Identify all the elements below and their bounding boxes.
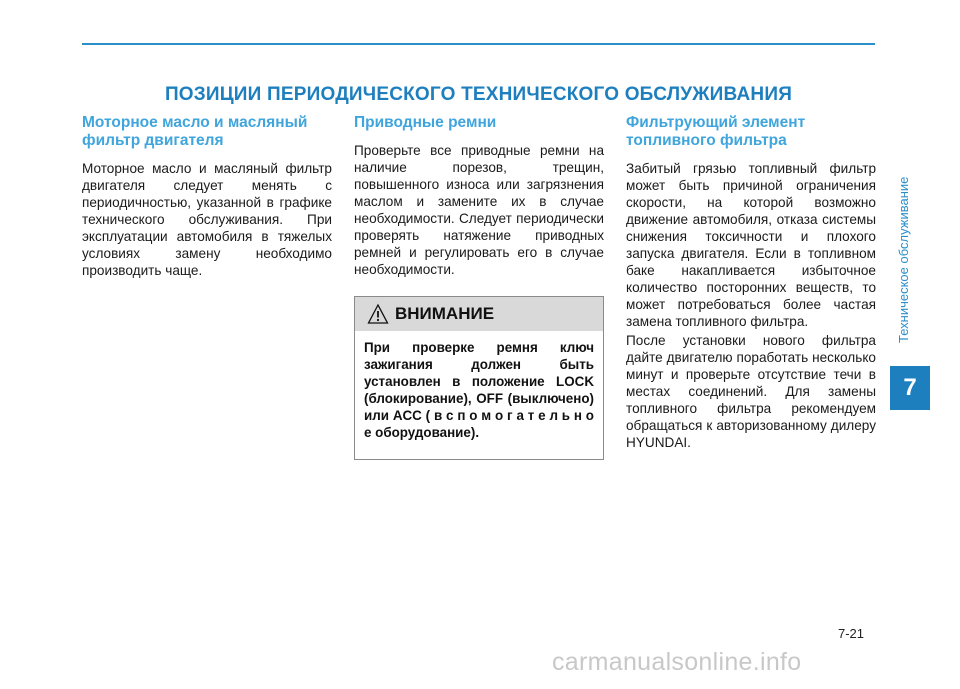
fuel-filter-text-2: После установки нового фильтра дайте двигателю поработать несколько минут и проверьте отсутствие течи в местах соединений. Для замены топливного фильтра рекомендуем обращаться к авторизованному дилеру HYUNDAI. (626, 333, 876, 450)
chapter-side-title: Техническое обслуживание (896, 176, 911, 344)
column-engine-oil (82, 114, 332, 281)
page-number: 7-21 (838, 626, 865, 641)
warning-triangle-icon (367, 303, 389, 325)
engine-oil-text: Моторное масло и масляный фильтр двигателя следует менять с периодичностью, указанной в графике технического обслуживания. При эксплуатации автомобиля в тяжелых условиях замену необходимо производить чаще. (82, 161, 332, 278)
column-drive-belts (354, 114, 604, 280)
fuel-filter-heading: Фильтрующий элемент топливного фильтра (626, 114, 806, 149)
drive-belts-text: Проверьте все приводные ремни на наличие порезов, трещин, повышенного износа или загрязнения маслом и замените их в случае необходимости. Следует периодически проверять натяжение приводных ремней и регулировать его в случае необходимости. (354, 143, 604, 277)
fuel-filter-text-1: Забитый грязью топливный фильтр может быть причиной ограничения скорости, на которой возможно движение автомобиля, отказа системы снижения токсичности и плохого запуска двигателя. Если в топливном баке накапливается избыточное количество посторонних веществ, то может потребоваться более частая замена топливного фильтра. (626, 161, 876, 329)
top-rule (82, 43, 875, 45)
chapter-tab: 7 (890, 366, 930, 410)
engine-oil-heading: Моторное масло и масляный фильтр двигателя (82, 114, 308, 149)
warning-text: При проверке ремня ключ зажигания должен быть установлен в положение LOCK (блокирование), OFF (выключено) или ACC ( в с п о м о г а т е л ь н о е оборудование). (364, 340, 594, 440)
watermark: carmanualsonline.info (552, 648, 802, 676)
warning-header (355, 297, 603, 331)
page-title: ПОЗИЦИИ ПЕРИОДИЧЕСКОГО ТЕХНИЧЕСКОГО ОБСЛУЖИВАНИЯ (164, 84, 793, 105)
warning-title: ВНИМАНИЕ (395, 304, 495, 323)
warning-box (354, 296, 604, 460)
column-fuel-filter (626, 114, 876, 453)
drive-belts-heading: Приводные ремни (354, 114, 497, 131)
